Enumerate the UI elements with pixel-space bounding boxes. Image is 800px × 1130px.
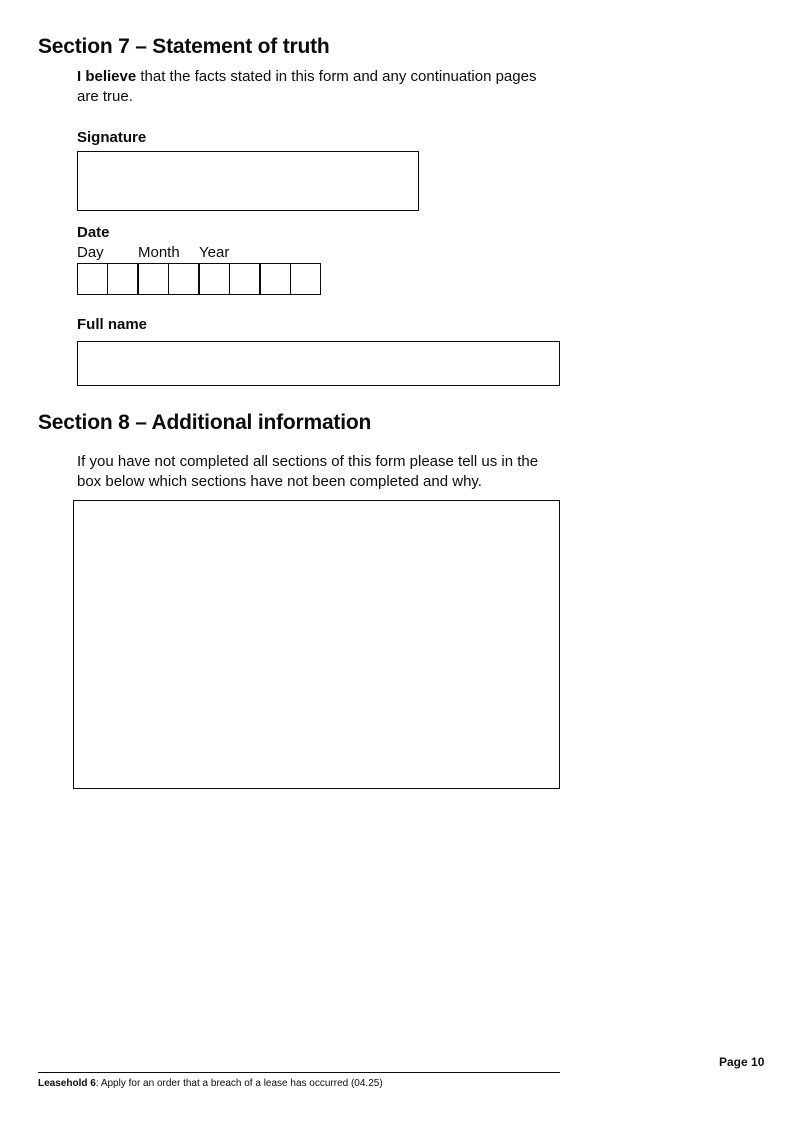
- signature-label: Signature: [77, 129, 147, 146]
- date-year-label: Year: [199, 244, 230, 261]
- date-day-label: Day: [77, 244, 104, 261]
- footer-text: [38, 1078, 383, 1089]
- date-day-digit-2[interactable]: [107, 263, 138, 295]
- date-year-digit-4[interactable]: [290, 263, 321, 295]
- date-year-digit-2[interactable]: [229, 263, 260, 295]
- footer-divider: [38, 1072, 560, 1073]
- section-8-title: Section 8 – Additional information: [38, 411, 372, 434]
- statement-rest: that the facts stated in this form and any continuation pages are true.: [77, 68, 537, 105]
- additional-info-instruction: If you have not completed all sections of this form please tell us in the box below which sections have not been completed and why.: [77, 453, 539, 490]
- date-month-label: Month: [138, 244, 180, 261]
- section-7-title: Section 7 – Statement of truth: [38, 35, 330, 58]
- statement-of-truth-text: [77, 67, 547, 107]
- date-month-digit-2[interactable]: [168, 263, 199, 295]
- additional-info-field[interactable]: [73, 500, 560, 789]
- date-day-digit-1[interactable]: [77, 263, 108, 295]
- statement-bold: I believe: [77, 68, 137, 85]
- footer-form-desc: : Apply for an order that a breach of a lease has occurred (04.25): [95, 1078, 383, 1089]
- page-number: Page 10: [719, 1055, 765, 1069]
- date-label: Date: [77, 224, 110, 241]
- full-name-field[interactable]: [77, 341, 560, 386]
- date-year-digit-1[interactable]: [199, 263, 230, 295]
- date-month-digit-1[interactable]: [138, 263, 169, 295]
- footer-form-name: Leasehold 6: [38, 1078, 96, 1089]
- date-field: [77, 263, 321, 295]
- date-year-digit-3[interactable]: [260, 263, 291, 295]
- full-name-label: Full name: [77, 316, 148, 333]
- signature-field[interactable]: [77, 151, 419, 211]
